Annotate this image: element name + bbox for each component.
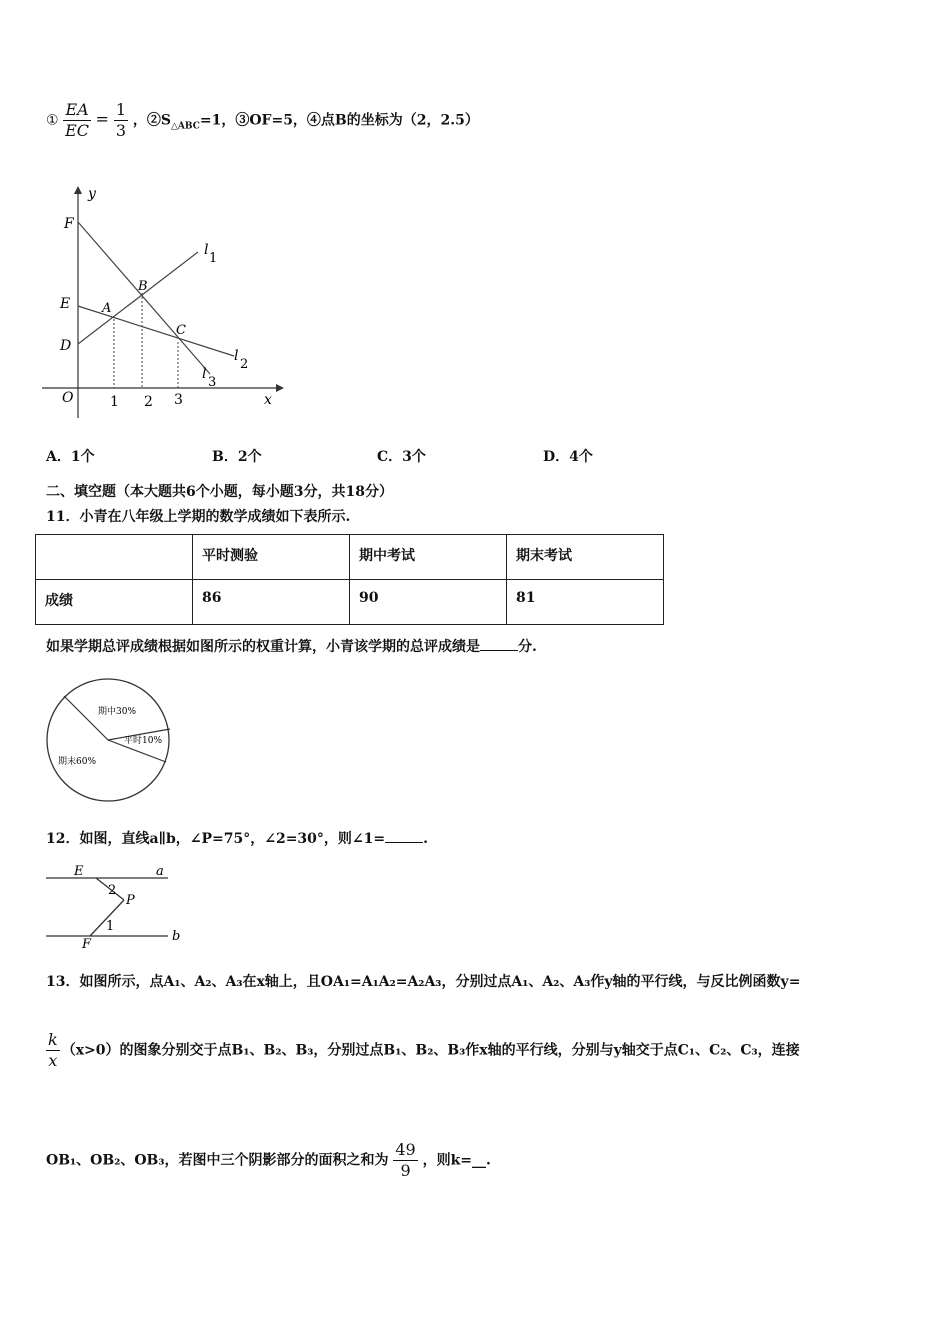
line-l3 <box>78 222 210 374</box>
frac-numerator: k <box>48 1030 58 1049</box>
frac-denominator: EC <box>65 121 90 140</box>
q12-stem-end: . <box>423 831 428 847</box>
q13-line1: 13．如图所示，点A₁、A₂、A₃在x轴上，且OA₁=A₁A₂=A₂A₃，分别过点A₁、A₂、A₃作y轴的平行线，与反比例函数y= <box>46 974 801 990</box>
weight-pie-chart <box>44 676 174 804</box>
q13-line2-text: （x>0）的图象分别交于点B₁、B₂、B₃，分别过点B₁、B₂、B₃作x轴的平行线，分别与y轴交于点C₁、C₂、C₃，连接 <box>61 1042 800 1059</box>
x-axis-label: x <box>264 392 272 408</box>
point-b-label: B <box>138 279 148 294</box>
frac-numerator: 49 <box>395 1140 416 1159</box>
table-header-cell <box>36 535 193 580</box>
option-a: A．1个 <box>46 449 95 465</box>
equals-sign: = <box>95 109 109 129</box>
q11-question-text: 如果学期总评成绩根据如图所示的权重计算，小青该学期的总评成绩是 <box>46 639 480 655</box>
fraction-k-over-x <box>46 1030 60 1071</box>
tick-2: 2 <box>144 394 153 410</box>
table-cell: 86 <box>193 580 350 625</box>
fraction-49-over-9 <box>393 1140 417 1181</box>
table-header-cell: 平时测验 <box>193 535 350 580</box>
tick-1: 1 <box>110 394 119 410</box>
label-e: E <box>74 864 84 879</box>
y-axis-label: y <box>88 186 96 202</box>
q13-line3 <box>46 1140 491 1181</box>
option-b: B．2个 <box>212 449 262 465</box>
frac-denominator: x <box>48 1051 58 1070</box>
frac-numerator: EA <box>65 100 89 119</box>
q12-stem <box>46 828 428 848</box>
pie-label-final: 期末60% <box>58 757 97 767</box>
table-cell: 成绩 <box>36 580 193 625</box>
label-p: P <box>126 893 135 908</box>
table-header-row <box>36 535 664 580</box>
label-angle-2: 2 <box>108 883 117 898</box>
point-c-label: C <box>176 323 186 338</box>
label-f: F <box>82 937 92 952</box>
table-header-cell: 期中考试 <box>350 535 507 580</box>
statement-item2-prefix: ，②S <box>132 112 172 129</box>
answer-blank <box>480 636 518 651</box>
table-cell: 81 <box>507 580 664 625</box>
table-header-cell: 期末考试 <box>507 535 664 580</box>
line-l2-label: l <box>234 348 239 364</box>
origin-label: O <box>62 390 74 406</box>
fraction-one-third <box>114 100 128 141</box>
fraction-ea-ec <box>63 100 90 141</box>
x-axis-arrow-icon <box>276 384 284 392</box>
point-e-label: E <box>60 296 71 312</box>
parallel-lines-figure <box>44 862 184 952</box>
scores-table <box>35 534 664 625</box>
section-heading: 二、填空题（本大题共6个小题，每小题3分，共18分） <box>46 484 393 500</box>
frac-numerator: 1 <box>115 100 127 119</box>
table-cell: 90 <box>350 580 507 625</box>
q10-statement <box>46 100 479 141</box>
line-l2-subscript: 2 <box>240 357 249 372</box>
q13-line2 <box>46 1030 800 1071</box>
line-l3-subscript: 3 <box>208 375 217 390</box>
label-b: b <box>172 929 181 944</box>
q12-stem-text: 12．如图，直线a∥b，∠P=75°，∠2=30°，则∠1= <box>46 831 386 847</box>
option-c: C．3个 <box>377 449 426 465</box>
q13-line3-text: OB₁、OB₂、OB₃，若图中三个阴影部分的面积之和为 <box>46 1152 389 1169</box>
label-angle-1: 1 <box>106 919 115 934</box>
line-l3-label: l <box>202 366 207 382</box>
point-a-label: A <box>102 301 112 316</box>
point-d-label: D <box>60 338 72 354</box>
circle-one: ① <box>46 112 59 129</box>
pie-label-midterm: 期中30% <box>98 707 137 717</box>
y-axis-arrow-icon <box>74 186 82 194</box>
q11-question <box>46 636 537 656</box>
statement-rest: =1，③OF=5，④点B的坐标为（2，2.5） <box>199 112 479 129</box>
q11-question-unit: 分. <box>518 639 537 655</box>
answer-blank <box>385 828 423 843</box>
triangle-subscript: △ABC <box>171 121 200 132</box>
q11-stem: 11．小青在八年级上学期的数学成绩如下表所示. <box>46 509 351 525</box>
line-l1-label: l <box>204 242 209 258</box>
option-d: D．4个 <box>543 449 593 465</box>
line-l1-subscript: 1 <box>209 251 218 266</box>
frac-denominator: 9 <box>400 1161 411 1180</box>
point-f-label: F <box>64 216 74 232</box>
tick-3: 3 <box>174 392 183 408</box>
q13-line3-end: ，则k=__. <box>422 1152 491 1169</box>
frac-denominator: 3 <box>115 121 127 140</box>
pie-label-regular: 平时10% <box>124 736 163 746</box>
linear-functions-graph <box>38 180 288 420</box>
label-a: a <box>156 864 164 879</box>
table-row <box>36 580 664 625</box>
